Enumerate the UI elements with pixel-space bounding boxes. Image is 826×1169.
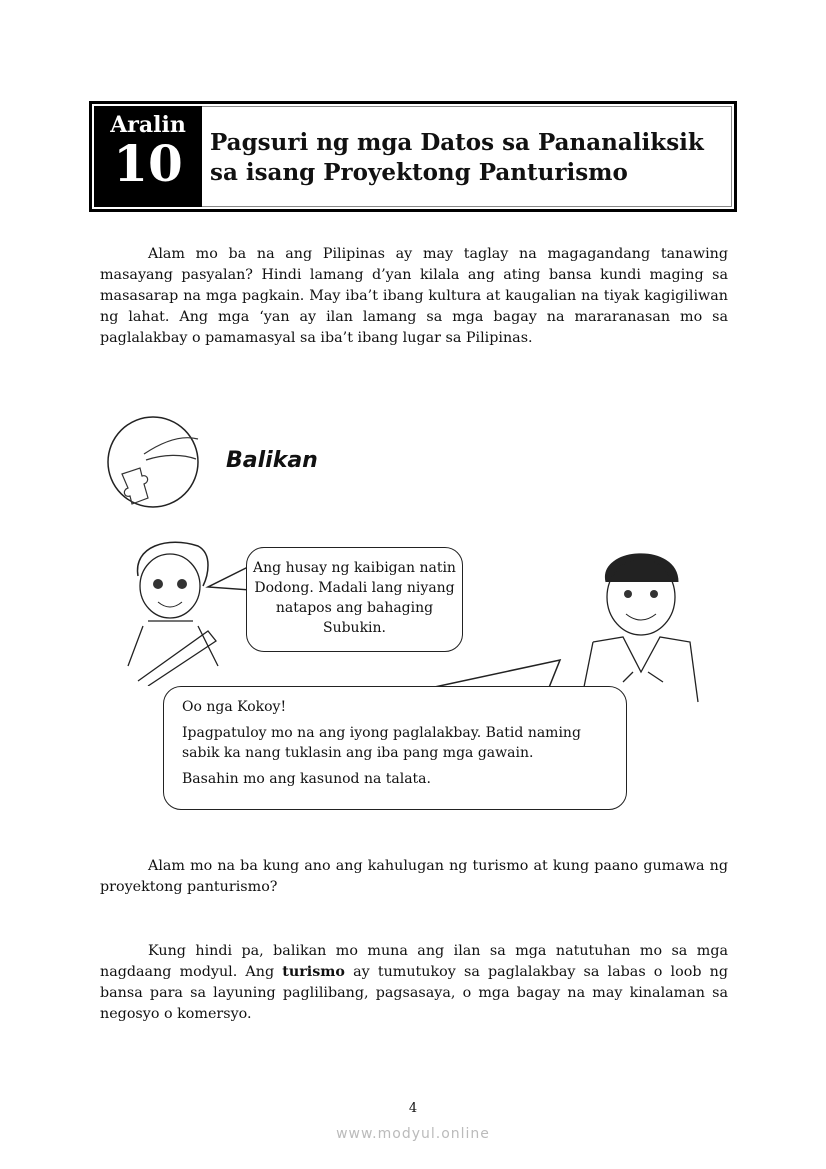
kokoy-character-illustration bbox=[108, 536, 238, 686]
lesson-header bbox=[89, 101, 737, 212]
bubble1-text: Ang husay ng kaibigan natin Dodong. Madali lang niyang natapos ang bahaging Subukin. bbox=[253, 560, 456, 636]
para3-before: Kung hindi pa, balikan mo muna ang ilan sa mga natutuhan mo sa mga nagdaang modyul. Ang bbox=[100, 943, 728, 980]
title-line-1: Pagsuri ng mga Datos sa Pananaliksik bbox=[210, 129, 704, 156]
para3-text bbox=[100, 941, 728, 1025]
speech-bubble-dodong bbox=[163, 686, 627, 810]
paragraph-3 bbox=[100, 941, 728, 1025]
lesson-number: 10 bbox=[113, 134, 183, 193]
page-number: 4 bbox=[408, 1101, 418, 1116]
para3-after: ay tumutukoy sa paglalakbay sa labas o loob ng bansa para sa layuning paglilibang, pagsasaya, o mga bagay na may kinalaman sa negosyo o komersyo. bbox=[100, 964, 728, 1022]
title-line-2: sa isang Proyektong Panturismo bbox=[210, 159, 628, 186]
para2-text: Alam mo na ba kung ano ang kahulugan ng turismo at kung paano gumawa ng proyektong panturismo? bbox=[100, 858, 728, 895]
section-title: Balikan bbox=[226, 448, 318, 473]
lesson-label: Aralin bbox=[110, 112, 186, 138]
intro-paragraph bbox=[100, 244, 728, 349]
watermark: www.modyul.online bbox=[336, 1126, 490, 1142]
bubble2-line: Basahin mo ang kasunod na talata. bbox=[182, 771, 431, 787]
lesson-number-box bbox=[94, 106, 202, 207]
puzzle-hand-icon bbox=[104, 414, 204, 514]
para3-bold-term: turismo bbox=[282, 964, 345, 980]
paragraph-2 bbox=[100, 856, 728, 898]
bubble2-line: Oo nga Kokoy! bbox=[182, 699, 287, 715]
speech-bubble-kokoy bbox=[246, 547, 463, 652]
lesson-title bbox=[210, 128, 704, 188]
bubble2-line: Ipagpatuloy mo na ang iyong paglalakbay. Batid naming sabik ka nang tuklasin ang iba pang mga gawain. bbox=[182, 725, 581, 761]
intro-text: Alam mo ba na ang Pilipinas ay may taglay na magagandang tanawing masayang pasyalan? Hindi lamang d’yan kilala ang ating bansa kundi maging sa masasarap na mga pagkain. May iba’t ibang kultura at kaugalian na tiyak kagigiliwan ng lahat. Ang mga ‘yan ay ilan lamang sa mga bagay na mararanasan mo sa paglalakbay o pamamasyal sa iba’t ibang lugar sa Pilipinas. bbox=[100, 246, 728, 346]
